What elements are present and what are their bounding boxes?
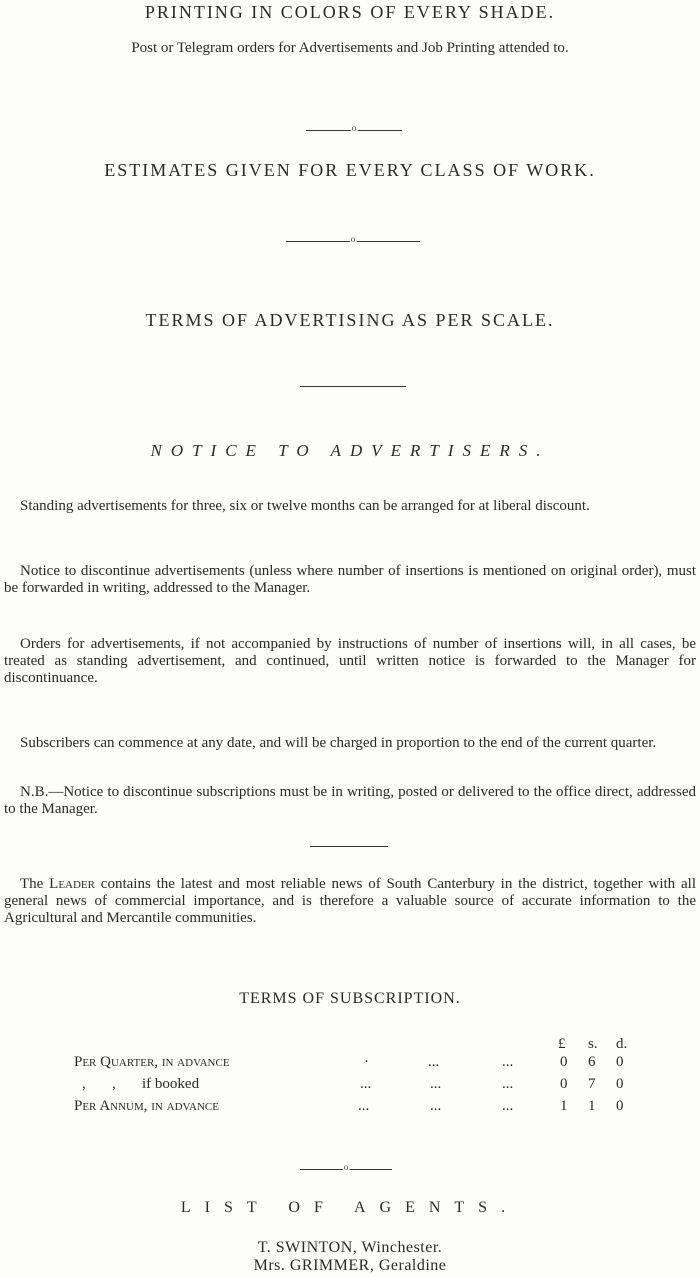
leader-name: Leader	[49, 876, 95, 892]
pence-value: 0	[616, 1076, 624, 1092]
pence-value: 0	[616, 1098, 624, 1114]
subscription-row	[74, 1054, 634, 1074]
shillings-value: 6	[588, 1054, 596, 1070]
agents-title: LIST OF AGENTS.	[180, 1199, 520, 1216]
notice-paragraph: Standing advertisements for three, six or twelve months can be arranged for at liberal discount.	[20, 498, 590, 514]
leader-dots: ...	[502, 1054, 514, 1070]
notice-title: NOTICE TO ADVERTISERS.	[150, 441, 550, 460]
telegram-orders-line: Post or Telegram orders for Advertisements and Job Printing attended to.	[131, 40, 569, 56]
row-label: Per Annum, in advance	[74, 1098, 219, 1114]
leader-dots: ...	[430, 1076, 442, 1092]
leader-dots: ...	[502, 1076, 514, 1092]
notice-paragraph: Orders for advertisements, if not accompanied by instructions of number of insertions will, in all cases, be treated as standing advertisement, and continued, until written notice is forwarded to the Manager for discontinuance.	[4, 636, 696, 686]
leader-paragraph	[4, 876, 696, 927]
shillings-header: s.	[588, 1036, 598, 1052]
terms-advertising-heading: TERMS OF ADVERTISING AS PER SCALE.	[145, 310, 555, 330]
leader-dots: ...	[358, 1098, 370, 1114]
divider	[310, 846, 388, 847]
divider: o	[306, 130, 402, 131]
pounds-value: 0	[560, 1054, 568, 1070]
pence-header: d.	[616, 1036, 628, 1052]
pence-value: 0	[616, 1054, 624, 1070]
pounds-value: 0	[560, 1076, 568, 1092]
subscription-header-row	[74, 1036, 634, 1056]
nb-paragraph: N.B.—Notice to discontinue subscriptions must be in writing, posted or delivered to the office direct, addressed to the Manager.	[4, 784, 696, 817]
shillings-value: 1	[588, 1098, 596, 1114]
row-label: Per Quarter, in advance	[74, 1054, 230, 1070]
subscription-title: TERMS OF SUBSCRIPTION.	[239, 990, 461, 1007]
estimates-heading: ESTIMATES GIVEN FOR EVERY CLASS OF WORK.	[104, 160, 596, 180]
row-label: , , if booked	[82, 1076, 200, 1092]
notice-paragraph: Subscribers can commence at any date, and will be charged in proportion to the end of the current quarter.	[20, 735, 657, 751]
divider: o	[286, 241, 420, 242]
leader-dots: ...	[360, 1076, 372, 1092]
subscription-row	[74, 1076, 634, 1096]
divider	[300, 386, 406, 387]
agent-entry: Mrs. GRIMMER, Geraldine	[253, 1257, 447, 1274]
printing-colors-heading: PRINTING IN COLORS OF EVERY SHADE.	[144, 2, 556, 22]
pounds-header: £	[558, 1036, 566, 1052]
leader-dots: ...	[430, 1098, 442, 1114]
leader-prefix: The	[20, 876, 50, 892]
divider: o	[300, 1169, 392, 1170]
leader-text: contains the latest and most reliable news of South Canterbury in the district, together with all general news of commercial importance, and is therefore a valuable source of accurate information to the Agricultural and Mercantile communities.	[4, 876, 696, 926]
notice-paragraph: Notice to discontinue advertisements (unless where number of insertions is mentioned on original order), must be forwarded in writing, addressed to the Manager.	[4, 563, 696, 596]
shillings-value: 7	[588, 1076, 596, 1092]
pounds-value: 1	[560, 1098, 568, 1114]
leader-dots: ...	[502, 1098, 514, 1114]
subscription-row	[74, 1098, 634, 1118]
leader-dots: ·	[364, 1054, 369, 1070]
agent-entry: T. SWINTON, Winchester.	[257, 1239, 443, 1256]
leader-dots: ...	[428, 1054, 440, 1070]
